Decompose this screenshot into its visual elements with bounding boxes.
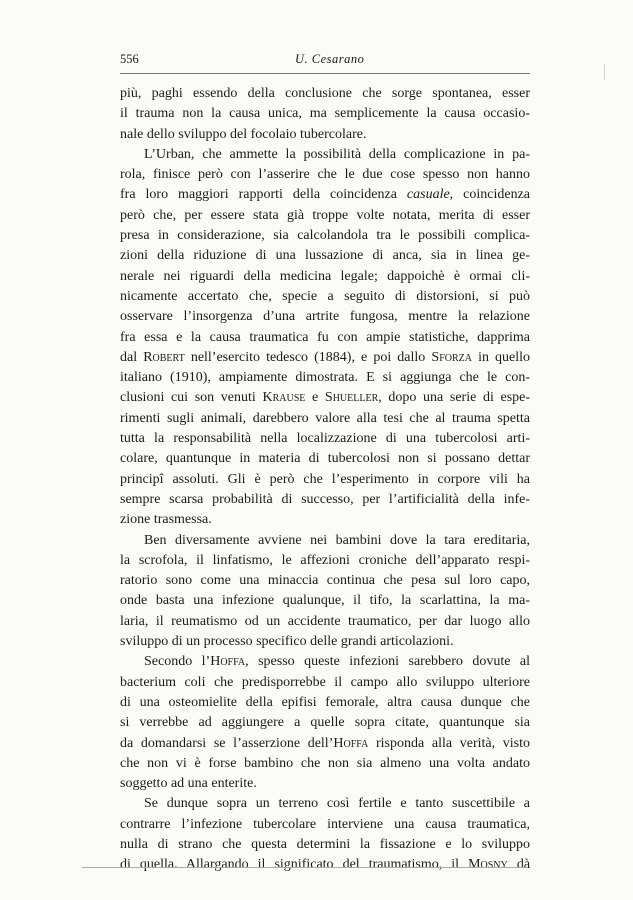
author-name: Sforza	[431, 349, 472, 365]
text-line: Ben diversamente avviene nei bambini dove la tara ereditaria,	[144, 532, 530, 548]
text-run: di quella. Allargando il significato del traumatismo, il	[120, 857, 460, 873]
text-line: presa in considerazione, sia calcolandola tra le possibili complica-	[120, 228, 530, 244]
italic-term: casuale	[406, 187, 450, 203]
text-run: in quello	[478, 349, 530, 365]
text-line: che non vi è forse bambino che non sia almeno una volta andato	[120, 755, 530, 771]
text-run: , dopo una serie di espe-	[378, 390, 530, 406]
text-run: , coincidenza	[449, 187, 530, 203]
edge-mark	[604, 64, 605, 80]
text-line	[120, 348, 530, 368]
text-line: fra essa e la causa traumatica fu con ampie statistiche, dapprima	[120, 329, 530, 345]
text-run: risponda alla verità, visto	[375, 735, 530, 751]
text-line: di una osteomielite della epifisi femorale, altra causa dunque che	[120, 694, 530, 710]
text-line: onde basta una infezione qualunque, il tifo, la scarlattina, la ma-	[120, 593, 530, 609]
text-line	[120, 855, 530, 875]
author-name: Hoffa	[333, 735, 369, 751]
text-line: nale dello sviluppo del focolaio tubercolare.	[120, 126, 367, 142]
paragraph-5	[120, 794, 530, 875]
text-line: sviluppo di un processo specifico delle grandi articolazioni.	[120, 634, 454, 650]
header-rule	[120, 73, 530, 74]
text-line	[120, 652, 530, 672]
text-line: zione trasmessa.	[120, 512, 212, 528]
text-line: più, paghi essendo della conclusione che sorge spontanea, esser	[120, 86, 530, 101]
text-line: il trauma non la causa unica, ma semplicemente la causa occasio-	[120, 106, 530, 122]
text-run: dà	[516, 857, 530, 873]
text-line: la scrofola, il linfatismo, le affezioni croniche dell’apparato respi-	[120, 552, 530, 568]
text-run: dal	[120, 349, 138, 365]
text-line	[120, 734, 530, 754]
text-line: laria, il reumatismo od un accidente traumatico, per dar luogo allo	[120, 613, 530, 629]
text-line: nerale nei riguardi della medicina legale; dappoichè è ormai cli-	[120, 268, 530, 284]
paragraph-1	[120, 84, 530, 145]
text-line	[120, 388, 530, 408]
text-line: rola, finisce però con l’asserire che le due cose spesso non hanno	[120, 167, 530, 183]
text-line: Se dunque sopra un terreno così fertile e tanto suscettibile a	[144, 796, 530, 812]
author-name: Robert	[143, 349, 185, 365]
text-line: si verrebbe ad aggiungere a quelle sopra citate, quantunque sia	[120, 715, 530, 731]
paragraph-4	[120, 652, 530, 794]
paragraph-2	[120, 145, 530, 531]
text-line	[120, 185, 530, 205]
text-line: italiano (1910), ampiamente dimostrata. E si aggiunga che le con-	[120, 370, 530, 386]
body-text	[120, 84, 530, 876]
text-line: zioni della riduzione di una lussazione di anca, sia in linea ge-	[120, 248, 530, 264]
author-name: Krause	[262, 390, 306, 406]
author-name: Shueller	[324, 390, 379, 406]
text-run: clusioni cui son venuti	[120, 390, 256, 406]
text-line: bacterium coli che predisporrebbe il campo allo sviluppo ulteriore	[120, 674, 530, 690]
text-line: tutta la responsabilità nella localizzazione di una tubercolosi arti-	[120, 431, 530, 447]
text-run: Secondo l’	[144, 654, 211, 670]
text-line: sempre scarsa probabilità di successo, per l’artificialità della infe-	[120, 491, 530, 507]
paragraph-3	[120, 531, 530, 653]
text-line: principî assoluti. Gli è però che l’esperimento in corpore vili ha	[120, 471, 530, 487]
text-line: L’Urban, che ammette la possibilità della complicazione in pa-	[144, 146, 530, 162]
text-line: nulla di strano che questa determini la fissazione e lo sviluppo	[120, 836, 530, 852]
text-line: però che, per essere stata già troppe volte notata, merita di esser	[120, 207, 530, 223]
running-title: U. Cesarano	[295, 52, 365, 66]
page-header	[120, 52, 530, 72]
text-line: nicamente accertato che, specie a seguito di distorsioni, si può	[120, 288, 530, 304]
text-line: rimenti sugli animali, darebbero valore alla tesi che al trauma spetta	[120, 410, 530, 426]
text-line: osservare l’insorgenza d’una artrite fungosa, mentre la relazione	[120, 309, 530, 325]
text-run: e	[312, 390, 319, 406]
author-name: Hoffa	[210, 654, 246, 670]
text-run: nell’esercito tedesco (1884), e poi dallo	[190, 349, 426, 365]
author-name: Mosny	[468, 857, 508, 873]
text-line: soggetto ad una enterite.	[120, 776, 257, 792]
footer-rule	[82, 867, 527, 868]
text-line: colare, quantunque in materia di tubercolosi non si possano dettar	[120, 451, 530, 467]
text-run: da domandarsi se l’asserzione dell’	[120, 735, 334, 751]
page-number: 556	[120, 52, 139, 66]
text-line: contrarre l’infezione tubercolare interviene una causa traumatica,	[120, 816, 530, 832]
text-run: , spesso queste infezioni sarebbero dovute al	[245, 654, 530, 670]
text-run: fra loro maggiori rapporti della coincidenza	[120, 187, 397, 203]
text-line: ratorio sono come una minaccia continua che pesa sul loro capo,	[120, 573, 530, 589]
